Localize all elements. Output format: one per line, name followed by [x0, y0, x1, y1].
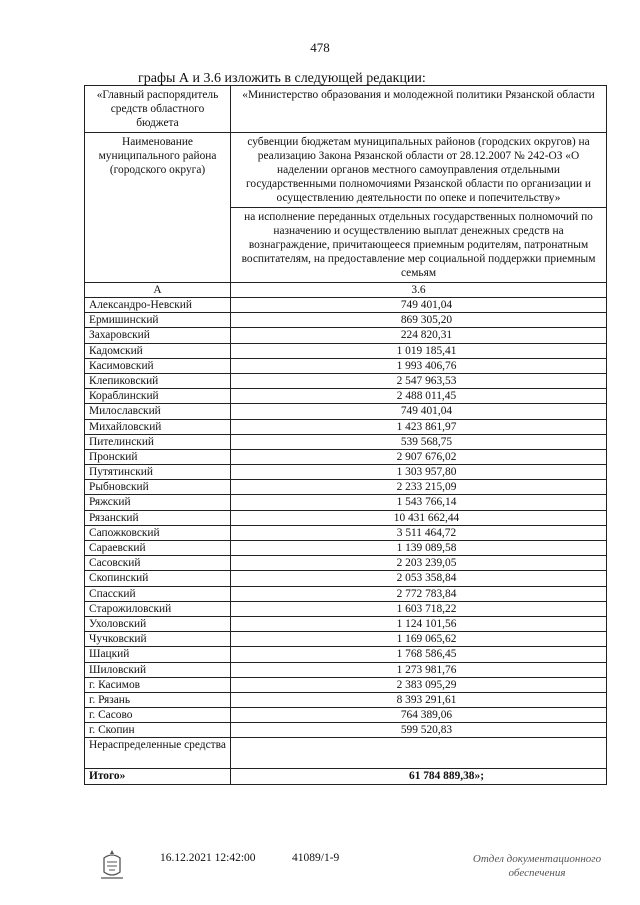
municipality-name: Ермишинский [85, 313, 231, 328]
table-row [85, 465, 607, 480]
table-row [85, 343, 607, 358]
main-manager-value: «Министерство образования и молодежной политики Рязанской области [231, 86, 607, 133]
municipality-value: 8 393 291,61 [231, 692, 607, 707]
municipality-name: Шиловский [85, 662, 231, 677]
department-stamp [452, 852, 622, 880]
municipality-name: Шацкий [85, 647, 231, 662]
column-index-row [85, 283, 607, 298]
table-row [85, 692, 607, 707]
footer-timestamp: 16.12.2021 12:42:00 [160, 852, 256, 864]
municipality-value: 1 603 718,22 [231, 601, 607, 616]
municipality-name: Клепиковский [85, 373, 231, 388]
table-row [85, 586, 607, 601]
municipality-value: 764 389,06 [231, 708, 607, 723]
table-row [85, 419, 607, 434]
municipality-value: 539 568,75 [231, 434, 607, 449]
municipality-name: Касимовский [85, 358, 231, 373]
municipality-value: 1 139 089,58 [231, 541, 607, 556]
municipality-value: 2 772 783,84 [231, 586, 607, 601]
municipality-name: Путятинский [85, 465, 231, 480]
table-row [85, 601, 607, 616]
table-row [85, 495, 607, 510]
municipality-name: Сасовский [85, 556, 231, 571]
municipality-name: Пронский [85, 449, 231, 464]
table-row [85, 662, 607, 677]
subsidy-text: субвенции бюджетам муниципальных районов (городских округов) на реализацию Закона Рязанской области от 28.12.2007 № 242-ОЗ «О наделении органов местного самоуправления отдельными государственными полномочиями Рязанской области по организации и осуществлению деятельности по опеке и попечительству» [231, 133, 607, 208]
municipality-value: 2 203 239,05 [231, 556, 607, 571]
emblem-icon [95, 848, 129, 882]
municipality-name: Ряжский [85, 495, 231, 510]
table-row [85, 510, 607, 525]
municipality-name: Рыбновский [85, 480, 231, 495]
municipality-name: Кадомский [85, 343, 231, 358]
municipality-value: 2 053 358,84 [231, 571, 607, 586]
municipality-name: Старожиловский [85, 601, 231, 616]
footer-doc-number: 41089/1-9 [292, 852, 340, 864]
municipality-value: 749 401,04 [231, 404, 607, 419]
table-row [85, 556, 607, 571]
municipality-name: Сапожковский [85, 525, 231, 540]
unallocated-label: Нераспределенные средства [85, 738, 231, 769]
table-row [85, 616, 607, 631]
municipality-name: Захаровский [85, 328, 231, 343]
purpose-text: на исполнение переданных отдельных государственных полномочий по назначению и осуществлению выплат денежных средств на вознаграждение, причитающееся приемным родителям, патронатным воспитателям, на предоставление мер социальной поддержки приемным семьям [231, 208, 607, 283]
municipality-value: 869 305,20 [231, 313, 607, 328]
table-row [85, 328, 607, 343]
municipality-name: г. Сасово [85, 708, 231, 723]
total-row [85, 769, 607, 784]
table-row [85, 373, 607, 388]
municipality-value: 224 820,31 [231, 328, 607, 343]
main-manager-label: «Главный распорядитель средств областного бюджета [85, 86, 231, 133]
municipality-name: Пителинский [85, 434, 231, 449]
header-row-municipality [85, 133, 607, 208]
municipality-value: 599 520,83 [231, 723, 607, 738]
page-number: 478 [310, 40, 330, 55]
table-row [85, 449, 607, 464]
table-row [85, 541, 607, 556]
intro-text: графы А и 3.6 изложить в следующей редакции: [138, 71, 426, 86]
table-row [85, 404, 607, 419]
municipality-name: Ухоловский [85, 616, 231, 631]
table-row [85, 677, 607, 692]
municipality-value: 2 907 676,02 [231, 449, 607, 464]
municipality-value: 10 431 662,44 [231, 510, 607, 525]
municipality-value: 1 273 981,76 [231, 662, 607, 677]
total-label: Итого» [85, 769, 231, 784]
municipality-label: Наименование муниципального района (городского округа) [85, 133, 231, 283]
unallocated-value [231, 738, 607, 769]
municipality-name: Милославский [85, 404, 231, 419]
municipality-value: 2 233 215,09 [231, 480, 607, 495]
municipality-name: Михайловский [85, 419, 231, 434]
municipality-name: Александро-Невский [85, 298, 231, 313]
table-row [85, 434, 607, 449]
municipality-name: Чучковский [85, 632, 231, 647]
municipality-value: 2 383 095,29 [231, 677, 607, 692]
table-row [85, 389, 607, 404]
municipality-value: 2 488 011,45 [231, 389, 607, 404]
header-row-manager [85, 86, 607, 133]
table-row [85, 632, 607, 647]
municipality-value: 3 511 464,72 [231, 525, 607, 540]
municipality-name: Рязанский [85, 510, 231, 525]
department-line-2: обеспечения [508, 867, 566, 879]
municipality-name: г. Скопин [85, 723, 231, 738]
table-row [85, 298, 607, 313]
total-value: 61 784 889,38»; [231, 769, 607, 784]
department-line-1: Отдел документационного [472, 853, 602, 865]
table-row [85, 358, 607, 373]
column-a-label: А [85, 283, 231, 298]
municipality-value: 1 019 185,41 [231, 343, 607, 358]
table-row [85, 723, 607, 738]
table-row [85, 647, 607, 662]
budget-table [84, 85, 607, 785]
municipality-value: 1 768 586,45 [231, 647, 607, 662]
municipality-name: г. Рязань [85, 692, 231, 707]
municipality-value: 1 303 957,80 [231, 465, 607, 480]
municipality-name: Скопинский [85, 571, 231, 586]
table-row [85, 480, 607, 495]
municipality-value: 1 423 861,97 [231, 419, 607, 434]
municipality-value: 2 547 963,53 [231, 373, 607, 388]
municipality-value: 1 543 766,14 [231, 495, 607, 510]
column-36-label: 3.6 [231, 283, 607, 298]
municipality-name: Спасский [85, 586, 231, 601]
municipality-value: 1 124 101,56 [231, 616, 607, 631]
table-row [85, 708, 607, 723]
unallocated-row [85, 738, 607, 769]
municipality-value: 1 993 406,76 [231, 358, 607, 373]
table-row [85, 525, 607, 540]
municipality-name: Сараевский [85, 541, 231, 556]
municipality-value: 749 401,04 [231, 298, 607, 313]
table-row [85, 313, 607, 328]
municipality-name: г. Касимов [85, 677, 231, 692]
municipality-name: Кораблинский [85, 389, 231, 404]
municipality-value: 1 169 065,62 [231, 632, 607, 647]
table-row [85, 571, 607, 586]
